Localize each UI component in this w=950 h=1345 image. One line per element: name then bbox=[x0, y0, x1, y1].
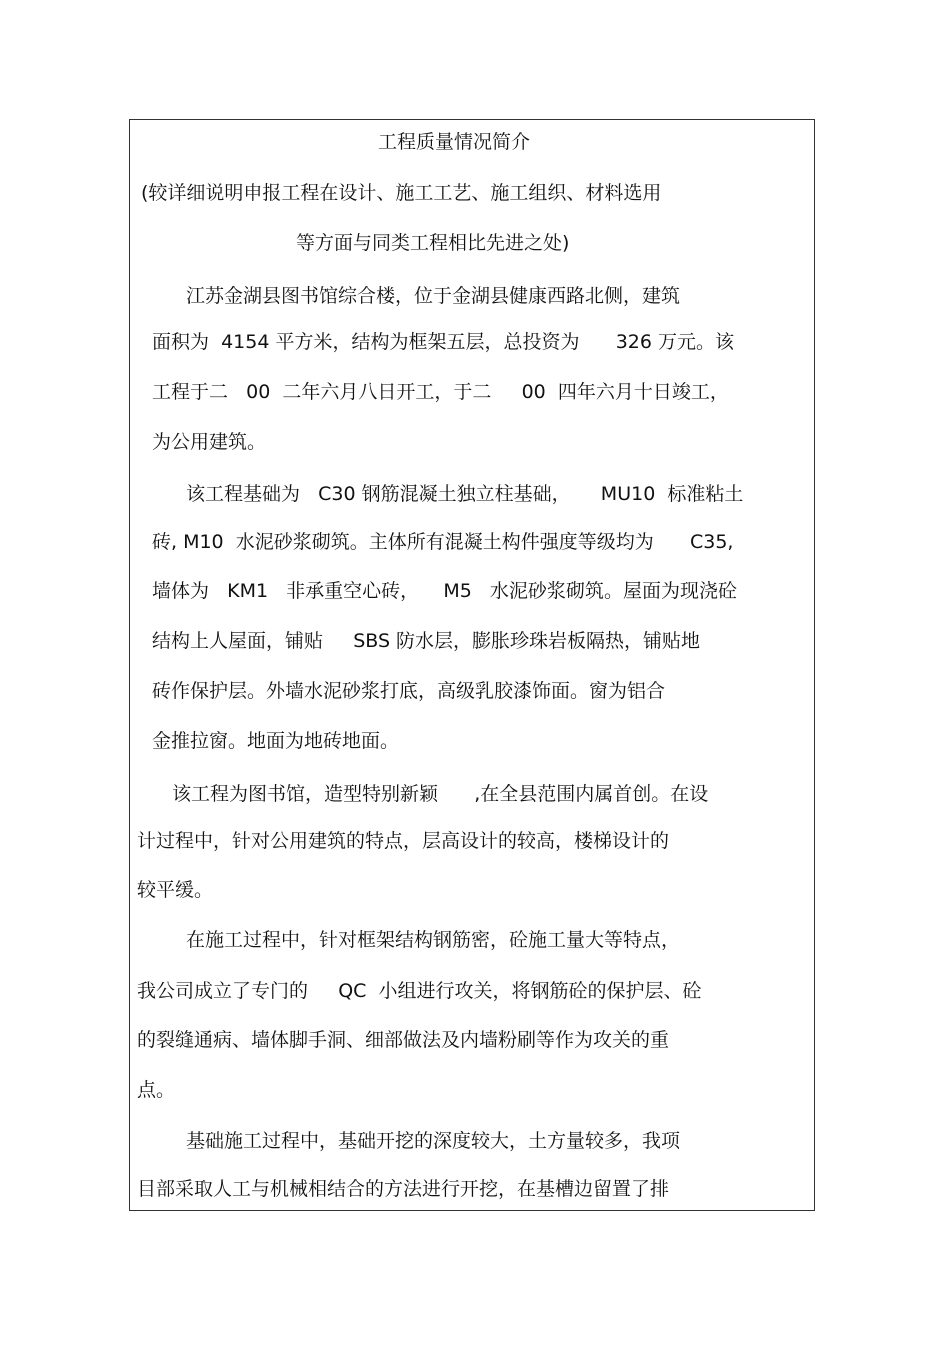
paragraph-line: 砖, M10 水泥砂浆砌筑。主体所有混凝土构件强度等级均为 C35, bbox=[152, 531, 734, 553]
paragraph-line: 目部采取人工与机械相结合的方法进行开挖，在基槽边留置了排 bbox=[137, 1178, 670, 1200]
paragraph-line: 在施工过程中，针对框架结构钢筋密，砼施工量大等特点， bbox=[186, 929, 681, 951]
paragraph-line: 该工程基础为 C30 钢筋混凝土独立柱基础， MU10 标准粘土 bbox=[186, 483, 744, 505]
paragraph-line: 基础施工过程中，基础开挖的深度较大，土方量较多，我项 bbox=[186, 1130, 681, 1152]
paragraph-line: 我公司成立了专门的 QC 小组进行攻关，将钢筋砼的保护层、砼 bbox=[137, 980, 702, 1002]
subtitle-line: 等方面与同类工程相比先进之处) bbox=[296, 232, 570, 254]
document-title: 工程质量情况简介 bbox=[378, 131, 531, 153]
paragraph-line: 工程于二 00 二年六月八日开工，于二 00 四年六月十日竣工， bbox=[152, 381, 729, 403]
paragraph-line: 结构上人屋面，铺贴 SBS 防水层，膨胀珍珠岩板隔热，铺贴地 bbox=[152, 630, 701, 652]
paragraph-line: 墙体为 KM1 非承重空心砖， M5 水泥砂浆砌筑。屋面为现浇砼 bbox=[152, 580, 737, 602]
paragraph-line: 砖作保护层。外墙水泥砂浆打底，高级乳胶漆饰面。窗为铝合 bbox=[152, 680, 666, 702]
paragraph-line: 江苏金湖县图书馆综合楼，位于金湖县健康西路北侧，建筑 bbox=[186, 285, 681, 307]
paragraph-line: 计过程中，针对公用建筑的特点，层高设计的较高，楼梯设计的 bbox=[137, 830, 670, 852]
paragraph-line: 较平缓。 bbox=[137, 879, 214, 901]
paragraph-line: 金推拉窗。地面为地砖地面。 bbox=[152, 730, 400, 752]
paragraph-line: 点。 bbox=[137, 1079, 176, 1101]
paragraph-line: 该工程为图书馆，造型特别新颖 ,在全县范围内属首创。在设 bbox=[172, 783, 709, 805]
paragraph-line: 面积为 4154 平方米，结构为框架五层，总投资为 326 万元。该 bbox=[152, 331, 735, 353]
paragraph-line: 为公用建筑。 bbox=[152, 431, 267, 453]
subtitle-line: (较详细说明申报工程在设计、施工工艺、施工组织、材料选用 bbox=[141, 182, 662, 204]
paragraph-line: 的裂缝通病、墙体脚手洞、细部做法及内墙粉刷等作为攻关的重 bbox=[137, 1029, 670, 1051]
